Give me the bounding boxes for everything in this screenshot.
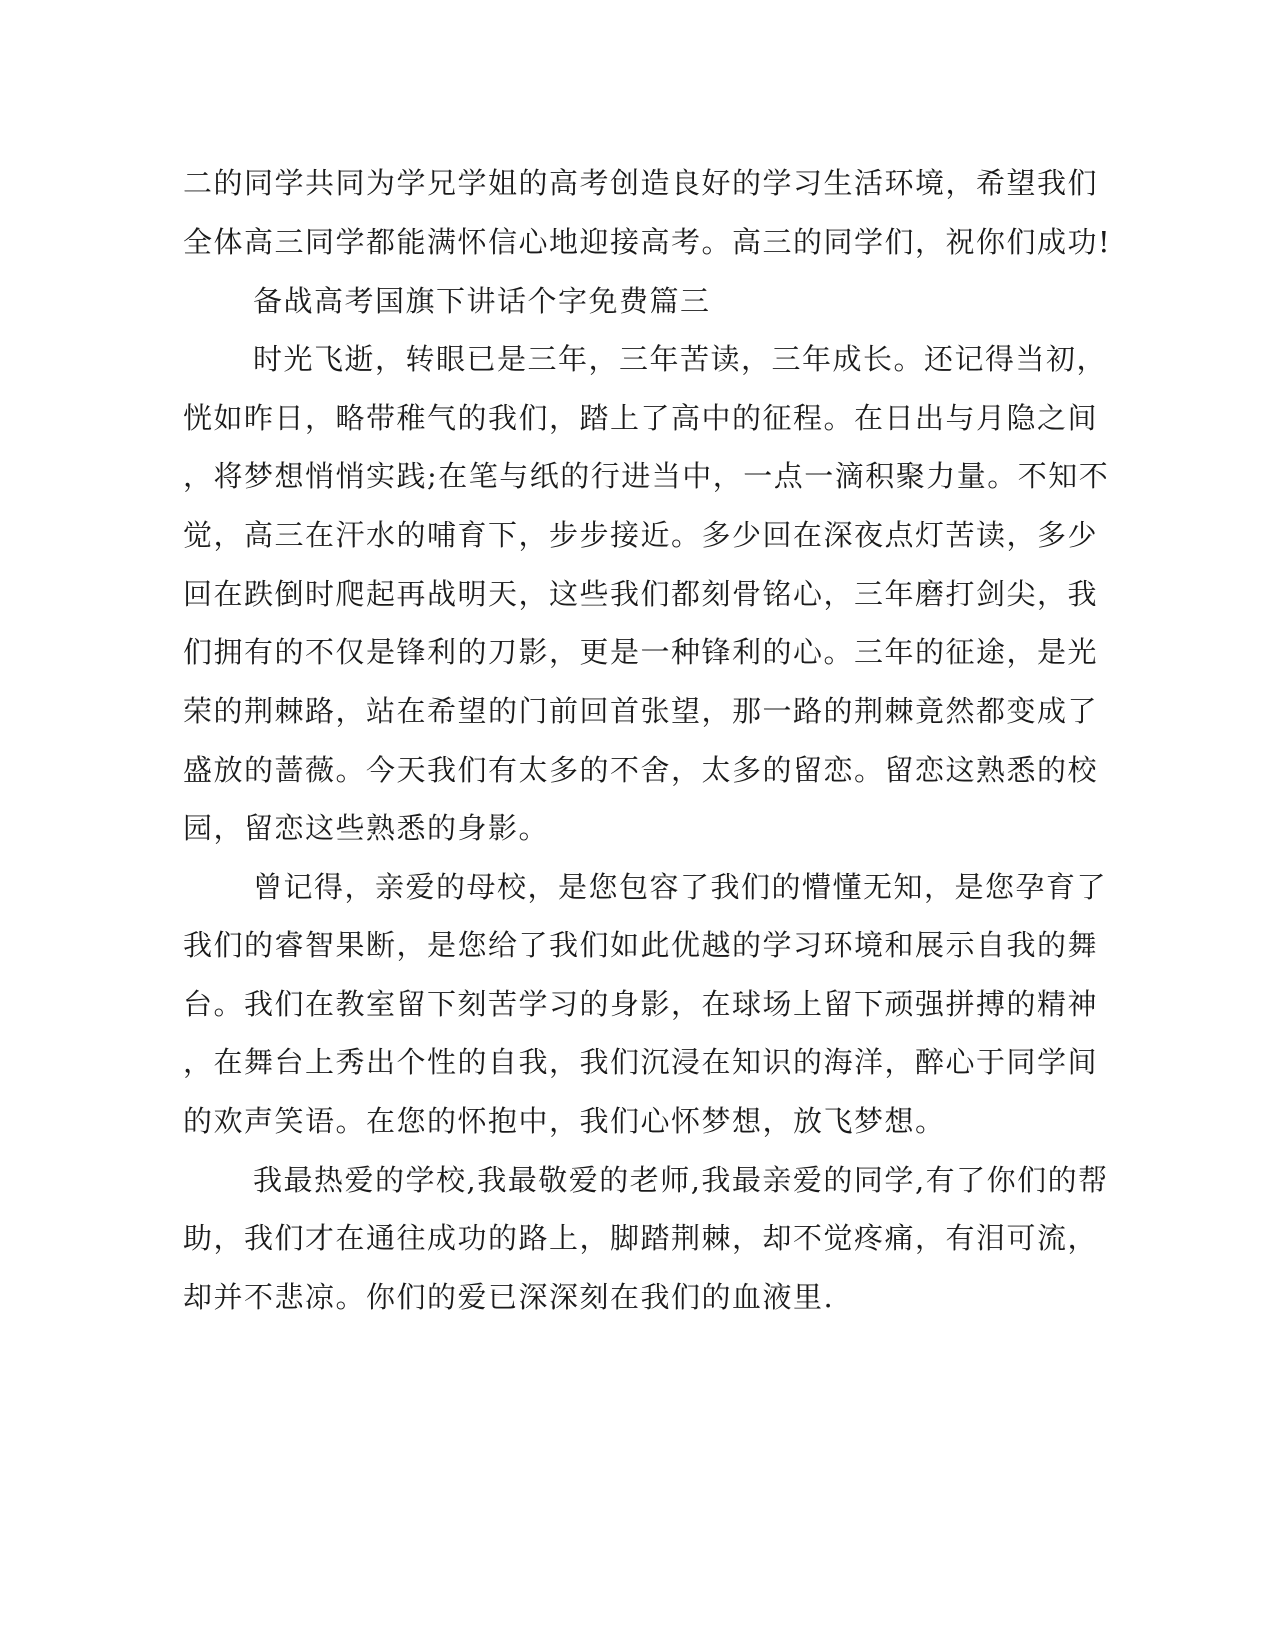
text-line: 助，我们才在通往成功的路上，脚踏荆棘，却不觉疼痛，有泪可流， [183,1221,1099,1255]
text-line: 觉，高三在汗水的哺育下，步步接近。多少回在深夜点灯苦读，多少 [183,518,1099,552]
paragraph-first-line: 时光飞逝，转眼已是三年，三年苦读，三年成长。还记得当初， [253,342,1108,376]
text-line: 我们的睿智果断，是您给了我们如此优越的学习环境和展示自我的舞 [183,928,1099,962]
text-line: 二的同学共同为学兄学姐的高考创造良好的学习生活环境，希望我们 [183,166,1099,200]
text-line: 台。我们在教室留下刻苦学习的身影，在球场上留下顽强拼搏的精神 [183,987,1099,1021]
text-line: 荣的荆棘路，站在希望的门前回首张望，那一路的荆棘竟然都变成了 [183,694,1099,728]
text-line: 恍如昨日，略带稚气的我们，踏上了高中的征程。在日出与月隐之间 [183,401,1099,435]
text-line: ，在舞台上秀出个性的自我，我们沉浸在知识的海洋，醉心于同学间 [183,1045,1099,1079]
text-line: 盛放的蔷薇。今天我们有太多的不舍，太多的留恋。留恋这熟悉的校 [183,753,1099,787]
text-line: 的欢声笑语。在您的怀抱中，我们心怀梦想，放飞梦想。 [183,1104,946,1138]
text-line: 全体高三同学都能满怀信心地迎接高考。高三的同学们，祝你们成功! [183,225,1112,259]
text-line: 们拥有的不仅是锋利的刀影，更是一种锋利的心。三年的征途，是光 [183,635,1099,669]
text-line: 回在跌倒时爬起再战明天，这些我们都刻骨铭心，三年磨打剑尖，我 [183,577,1099,611]
text-line: 园，留恋这些熟悉的身影。 [183,811,550,845]
section-heading: 备战高考国旗下讲话个字免费篇三 [253,284,711,318]
paragraph-first-line: 我最热爱的学校,我最敬爱的老师,我最亲爱的同学,有了你们的帮 [253,1163,1109,1197]
paragraph-first-line: 曾记得，亲爱的母校，是您包容了我们的懵懂无知，是您孕育了 [253,870,1108,904]
text-line: 却并不悲凉。你们的爱已深深刻在我们的血液里. [183,1280,835,1314]
text-line: ，将梦想悄悄实践;在笔与纸的行进当中，一点一滴积聚力量。不知不 [183,459,1110,493]
